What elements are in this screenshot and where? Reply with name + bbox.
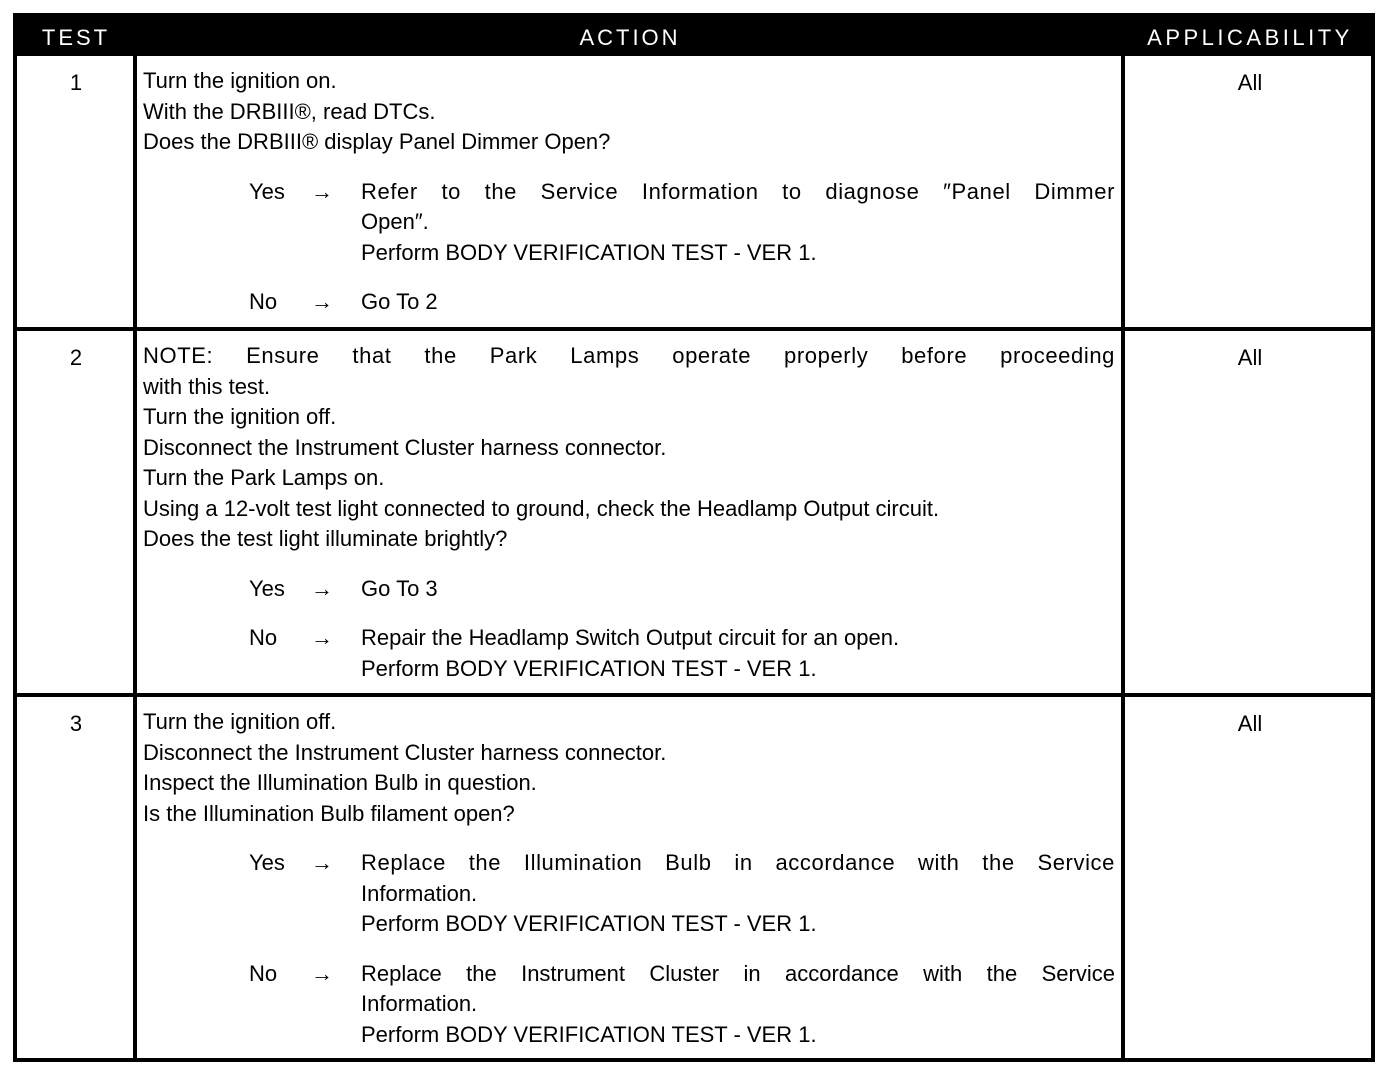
- header-action: ACTION: [579, 25, 681, 50]
- response-line: Refer to the Service Information to diagnose ″Panel Dimmer: [361, 178, 1115, 204]
- table-row-1: [17, 56, 1371, 329]
- response-line: Go To 3: [361, 575, 438, 601]
- response-line: Open″.: [361, 209, 429, 234]
- response-line: Perform BODY VERIFICATION TEST - VER 1.: [361, 1021, 817, 1047]
- no-label: No: [249, 625, 278, 650]
- table-row-3: [17, 693, 1371, 1059]
- action-line: Turn the ignition on.: [143, 68, 337, 93]
- response-line: Replace the Instrument Cluster in accordance with the Service: [361, 960, 1115, 986]
- no-response: [143, 623, 1115, 684]
- test-number: 3: [69, 711, 83, 736]
- action-cell: [143, 341, 1115, 684]
- header-applicability: APPLICABILITY: [1147, 25, 1353, 50]
- yes-response: [143, 574, 1115, 605]
- response-line: Information.: [361, 880, 478, 906]
- applicability: All: [1237, 345, 1263, 370]
- response-line: Go To 2: [361, 289, 438, 314]
- table-header: [17, 17, 1371, 56]
- action-line: Using a 12-volt test light connected to ground, check the Headlamp Output circuit.: [143, 495, 940, 521]
- action-line: Does the test light illuminate brightly?: [143, 526, 508, 551]
- yes-label: Yes: [249, 178, 285, 204]
- action-line: Inspect the Illumination Bulb in question.: [143, 770, 537, 795]
- yes-response: [143, 848, 1115, 940]
- yes-label: Yes: [249, 575, 285, 601]
- arrow-icon: →: [311, 960, 333, 986]
- response-line: Perform BODY VERIFICATION TEST - VER 1.: [361, 911, 817, 936]
- action-line: Does the DRBIII® display Panel Dimmer Open?: [143, 129, 611, 154]
- test-number: 2: [69, 345, 83, 370]
- response-line: Information.: [361, 991, 478, 1016]
- response-line: Perform BODY VERIFICATION TEST - VER 1.: [361, 239, 817, 265]
- arrow-icon: →: [311, 289, 333, 314]
- response-line: Perform BODY VERIFICATION TEST - VER 1.: [361, 655, 817, 681]
- arrow-icon: →: [311, 178, 333, 204]
- action-line: Turn the ignition off.: [143, 709, 337, 734]
- response-line: Repair the Headlamp Switch Output circuit for an open.: [361, 625, 900, 650]
- arrow-icon: →: [311, 850, 333, 875]
- yes-label: Yes: [249, 850, 285, 875]
- no-response: [143, 959, 1115, 1051]
- no-label: No: [249, 289, 278, 314]
- action-line: With the DRBIII®, read DTCs.: [143, 98, 436, 124]
- action-line: Disconnect the Instrument Cluster harness connector.: [143, 739, 667, 765]
- arrow-icon: →: [311, 625, 333, 650]
- applicability: All: [1237, 70, 1263, 95]
- no-label: No: [249, 960, 278, 986]
- arrow-icon: →: [311, 575, 333, 601]
- action-cell: [143, 66, 1115, 318]
- action-line: with this test.: [143, 373, 271, 399]
- action-line: Turn the ignition off.: [143, 404, 337, 429]
- action-line: Turn the Park Lamps on.: [143, 465, 385, 490]
- header-test: TEST: [41, 25, 111, 50]
- action-line: NOTE: Ensure that the Park Lamps operate properly before proceeding: [143, 343, 1115, 368]
- action-line: Disconnect the Instrument Cluster harness connector.: [143, 434, 667, 460]
- table-row-2: [17, 327, 1371, 695]
- action-cell: [143, 707, 1115, 1050]
- yes-response: [143, 177, 1115, 269]
- action-line: Is the Illumination Bulb filament open?: [143, 800, 515, 826]
- diagnostic-table: [13, 13, 1375, 1062]
- response-line: Replace the Illumination Bulb in accordance with the Service: [361, 850, 1115, 875]
- no-response: [143, 287, 1115, 318]
- applicability: All: [1237, 711, 1263, 736]
- test-number: 1: [69, 70, 83, 95]
